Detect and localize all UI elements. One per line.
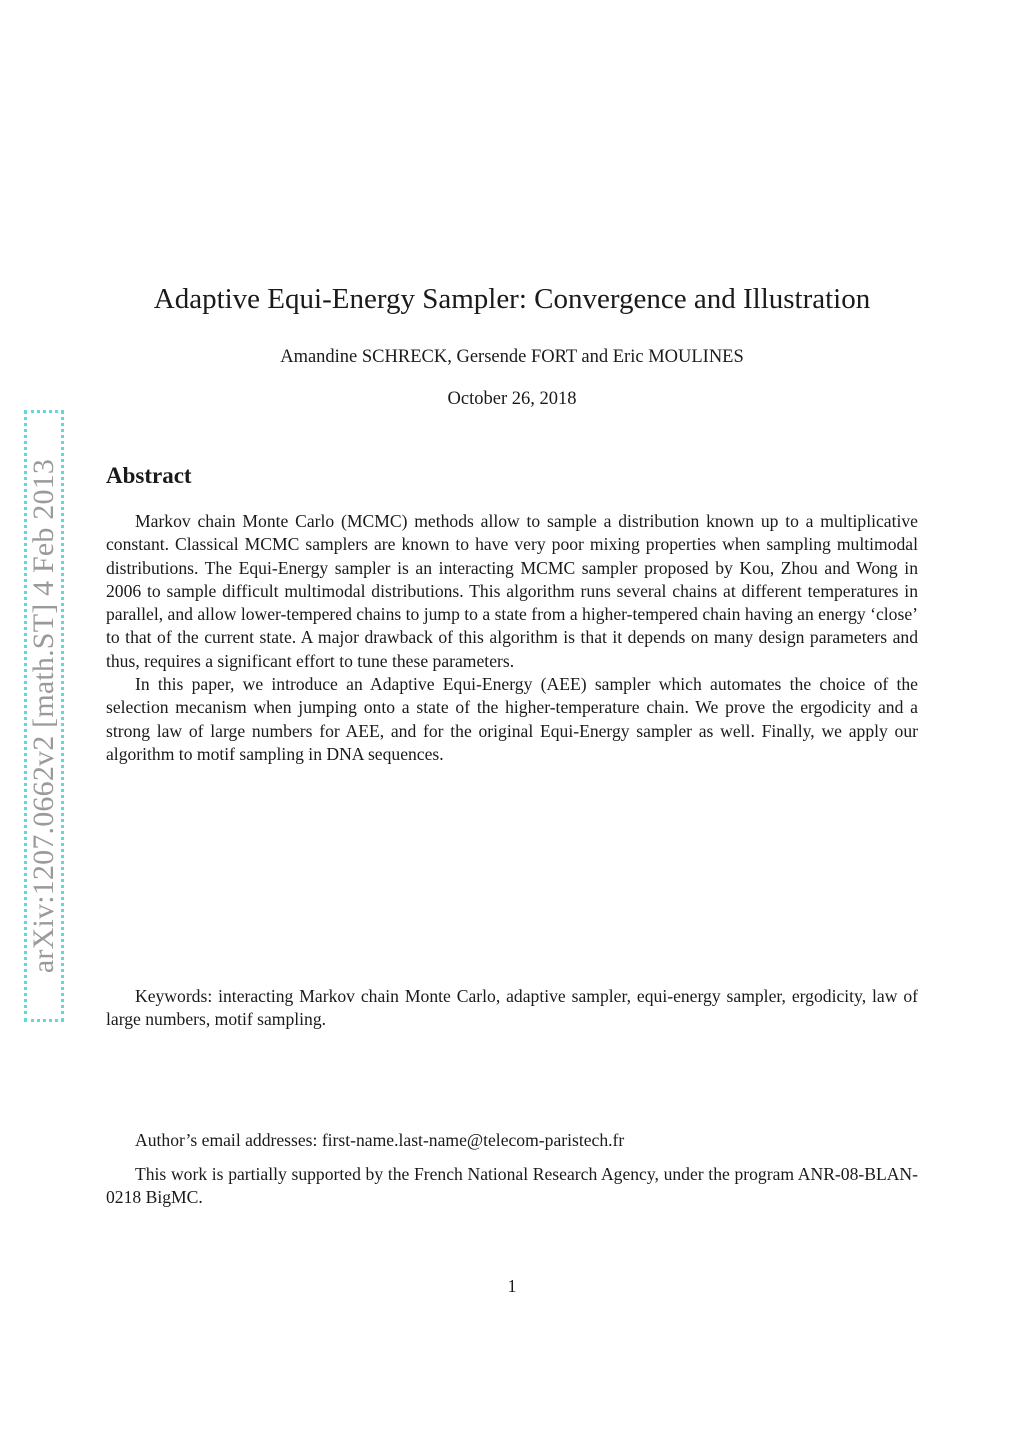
abstract-paragraph-1: Markov chain Monte Carlo (MCMC) methods allow to sample a distribution known up to a multiplicative constant. Classical MCMC samplers are known to have very poor mixing properties when sampling multimodal distributions. The Equi-Energy sampler is an interacting MCMC sampler proposed by Kou, Zhou and Wong in 2006 to sample difficult multimodal distributions. This algorithm runs several chains at different temperatures in parallel, and allow lower-tempered chains to jump to a state from a higher-tempered chain having an energy ‘close’ to that of the current state. A major drawback of this algorithm is that it depends on many design parameters and thus, requires a significant effort to tune these parameters. (106, 511, 918, 671)
keywords-text: Keywords: interacting Markov chain Monte Carlo, adaptive sampler, equi-energy sampler, ergodicity, law of large numbers, motif sampling. (106, 986, 918, 1030)
arxiv-stamp (24, 410, 64, 1022)
author-list: Amandine SCHRECK, Gersende FORT and Eric MOULINES (280, 347, 744, 367)
keywords-block (106, 985, 918, 1032)
page-number: 1 (507, 1276, 517, 1296)
paper-date: October 26, 2018 (447, 389, 577, 409)
abstract-heading: Abstract (106, 463, 192, 488)
funding-text: This work is partially supported by the French National Research Agency, under the program ANR-08-BLAN-0218 BigMC. (106, 1164, 918, 1208)
abstract-body (106, 510, 918, 766)
arxiv-stamp-text: arXiv:1207.0662v2 [math.ST] 4 Feb 2013 (27, 458, 60, 974)
funding-block (106, 1163, 918, 1210)
email-text: Author’s email addresses: first-name.last-name@telecom-paristech.fr (135, 1130, 625, 1150)
abstract-paragraph-2: In this paper, we introduce an Adaptive Equi-Energy (AEE) sampler which automates the choice of the selection mecanism when jumping onto a state of the higher-temperature chain. We prove the ergodicity and a strong law of large numbers for AEE, and for the original Equi-Energy sampler as well. Finally, we apply our algorithm to motif sampling in DNA sequences. (106, 674, 918, 764)
paper-title: Adaptive Equi-Energy Sampler: Convergence and Illustration (153, 283, 871, 315)
email-block (106, 1129, 918, 1152)
